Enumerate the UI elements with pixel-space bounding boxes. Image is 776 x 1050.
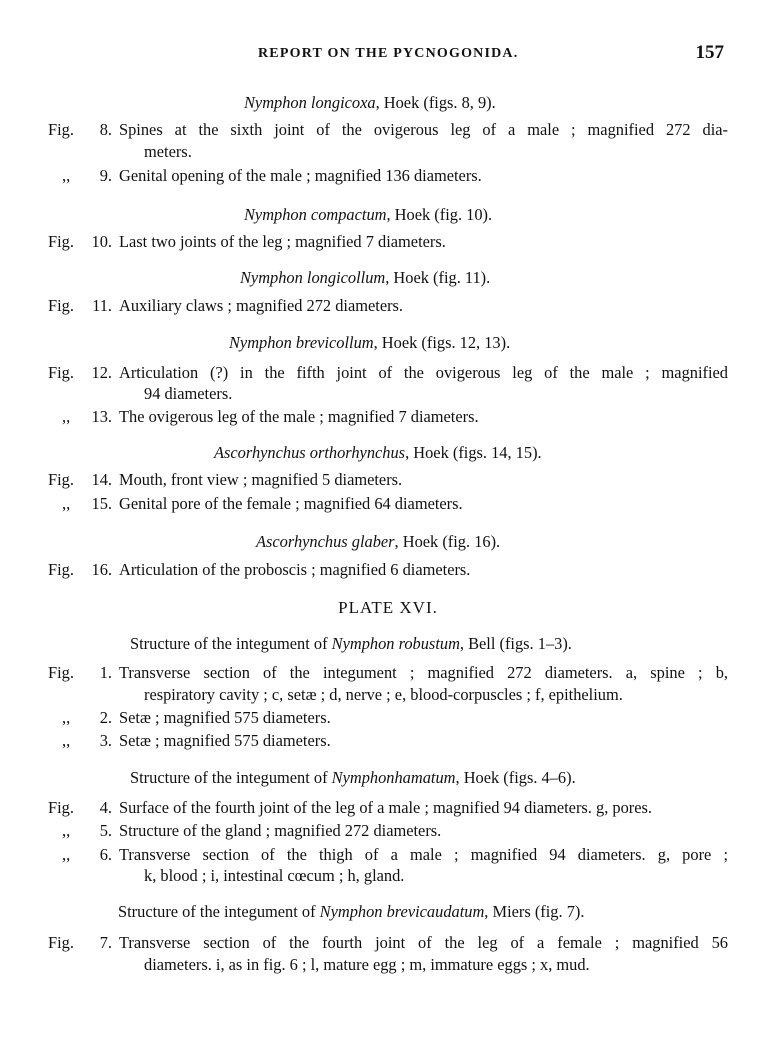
fig-number: 8. <box>99 120 112 139</box>
group-title-rest: , Hoek (figs. 4–6). <box>455 768 576 787</box>
fig-number: 5. <box>99 821 112 840</box>
species-name: Ascorhynchus orthorhynchus <box>214 443 406 462</box>
species-name: Nymphon compactum <box>244 205 387 224</box>
species-name: Nymphon brevicaudatum <box>319 902 485 921</box>
group-title-rest: , Bell (figs. 1–3). <box>459 634 572 653</box>
fig-number: 4. <box>99 798 112 817</box>
plate-title: PLATE XVI. <box>338 598 438 617</box>
page-number: 157 <box>695 42 724 63</box>
fig-label: Fig. <box>48 120 74 139</box>
fig-number: 15. <box>91 494 112 513</box>
fig-number: 12. <box>91 363 112 382</box>
ditto-mark: ,, <box>62 708 71 727</box>
section-title-nymphon-longicollum <box>240 268 490 288</box>
species-name: Nymphonhamatum <box>331 768 456 787</box>
fig-caption: Transverse section of the fourth joint of the leg of a female ; magnified 56 <box>119 933 728 952</box>
group-title-nymphon-robustum <box>130 634 572 654</box>
fig-caption: Genital opening of the male ; magnified 136 diameters. <box>119 166 482 185</box>
section-title-rest: , Hoek (fig. 16). <box>394 532 501 551</box>
ditto-mark: ,, <box>62 845 71 864</box>
fig-label: Fig. <box>48 363 74 382</box>
fig-caption: Articulation of the proboscis ; magnified 6 diameters. <box>119 560 471 579</box>
page-header <box>0 44 776 68</box>
fig-caption-continued: diameters. i, as in fig. 6 ; l, mature egg ; m, immature eggs ; x, mud. <box>144 955 590 974</box>
fig-caption: Transverse section of the integument ; magnified 272 diameters. a, spine ; b, <box>119 663 728 682</box>
fig-label: Fig. <box>48 470 74 489</box>
species-name: Nymphon longicoxa <box>244 93 376 112</box>
fig-number: 9. <box>99 166 112 185</box>
fig-number: 14. <box>91 470 112 489</box>
fig-caption: The ovigerous leg of the male ; magnified 7 diameters. <box>119 407 479 426</box>
fig-caption: Spines at the sixth joint of the ovigerous leg of a male ; magnified 272 dia- <box>119 120 728 139</box>
fig-caption-continued: 94 diameters. <box>144 384 233 403</box>
section-title-rest: , Hoek (fig. 11). <box>385 268 491 287</box>
section-title-nymphon-brevicollum <box>229 333 510 353</box>
fig-caption: Genital pore of the female ; magnified 64 diameters. <box>119 494 463 513</box>
section-title-rest: , Hoek (fig. 10). <box>386 205 493 224</box>
group-title-nymphon-hamatum <box>130 768 576 788</box>
ditto-mark: ,, <box>62 166 71 185</box>
species-name: Nymphon robustum <box>331 634 460 653</box>
section-title-ascorhynchus-glaber <box>256 532 500 552</box>
fig-label: Fig. <box>48 560 74 579</box>
fig-caption: Transverse section of the thigh of a male ; magnified 94 diameters. g, pore ; <box>119 845 728 864</box>
group-title-prefix: Structure of the integument of <box>118 902 320 921</box>
fig-caption: Auxiliary claws ; magnified 272 diameters. <box>119 296 404 315</box>
fig-number: 13. <box>91 407 112 426</box>
fig-label: Fig. <box>48 296 74 315</box>
fig-label: Fig. <box>48 232 74 251</box>
fig-caption-continued: meters. <box>144 142 192 161</box>
fig-number: 6. <box>99 845 112 864</box>
fig-caption: Mouth, front view ; magnified 5 diameters. <box>119 470 403 489</box>
fig-number: 7. <box>99 933 112 952</box>
fig-label: Fig. <box>48 663 74 682</box>
fig-number: 11. <box>92 296 112 315</box>
fig-caption: Setæ ; magnified 575 diameters. <box>119 708 331 727</box>
fig-caption: Setæ ; magnified 575 diameters. <box>119 731 331 750</box>
fig-number: 2. <box>99 708 112 727</box>
fig-caption: Surface of the fourth joint of the leg of a male ; magnified 94 diameters. g, pores. <box>119 798 652 817</box>
ditto-mark: ,, <box>62 407 71 426</box>
fig-label: Fig. <box>48 933 74 952</box>
section-title-rest: , Hoek (figs. 14, 15). <box>405 443 542 462</box>
fig-caption-continued: respiratory cavity ; c, setæ ; d, nerve ; e, blood-corpuscles ; f, epithelium. <box>144 685 623 704</box>
fig-number: 1. <box>99 663 112 682</box>
section-title-nymphon-compactum <box>244 205 492 225</box>
fig-number: 16. <box>91 560 112 579</box>
fig-caption-continued: k, blood ; i, intestinal cœcum ; h, gland. <box>144 866 405 885</box>
species-name: Nymphon brevicollum <box>229 333 374 352</box>
group-title-prefix: Structure of the integument of <box>130 634 332 653</box>
fig-number: 10. <box>91 232 112 251</box>
ditto-mark: ,, <box>62 494 71 513</box>
section-title-ascorhynchus-orthorhynchus <box>214 443 542 463</box>
fig-label: Fig. <box>48 798 74 817</box>
species-name: Ascorhynchus glaber <box>256 532 395 551</box>
group-title-prefix: Structure of the integument of <box>130 768 332 787</box>
section-title-nymphon-longicoxa <box>244 93 496 113</box>
section-title-rest: , Hoek (figs. 8, 9). <box>375 93 496 112</box>
species-name: Nymphon longicollum <box>240 268 386 287</box>
ditto-mark: ,, <box>62 821 71 840</box>
fig-number: 3. <box>99 731 112 750</box>
fig-caption: Articulation (?) in the fifth joint of the ovigerous leg of the male ; magnified <box>119 363 728 382</box>
section-title-rest: , Hoek (figs. 12, 13). <box>373 333 511 352</box>
fig-caption: Structure of the gland ; magnified 272 diameters. <box>119 821 442 840</box>
group-title-rest: , Miers (fig. 7). <box>484 902 585 921</box>
running-title: REPORT ON THE PYCNOGONIDA. <box>258 46 519 61</box>
ditto-mark: ,, <box>62 731 71 750</box>
fig-caption: Last two joints of the leg ; magnified 7 diameters. <box>119 232 446 251</box>
group-title-nymphon-brevicaudatum <box>118 902 584 922</box>
